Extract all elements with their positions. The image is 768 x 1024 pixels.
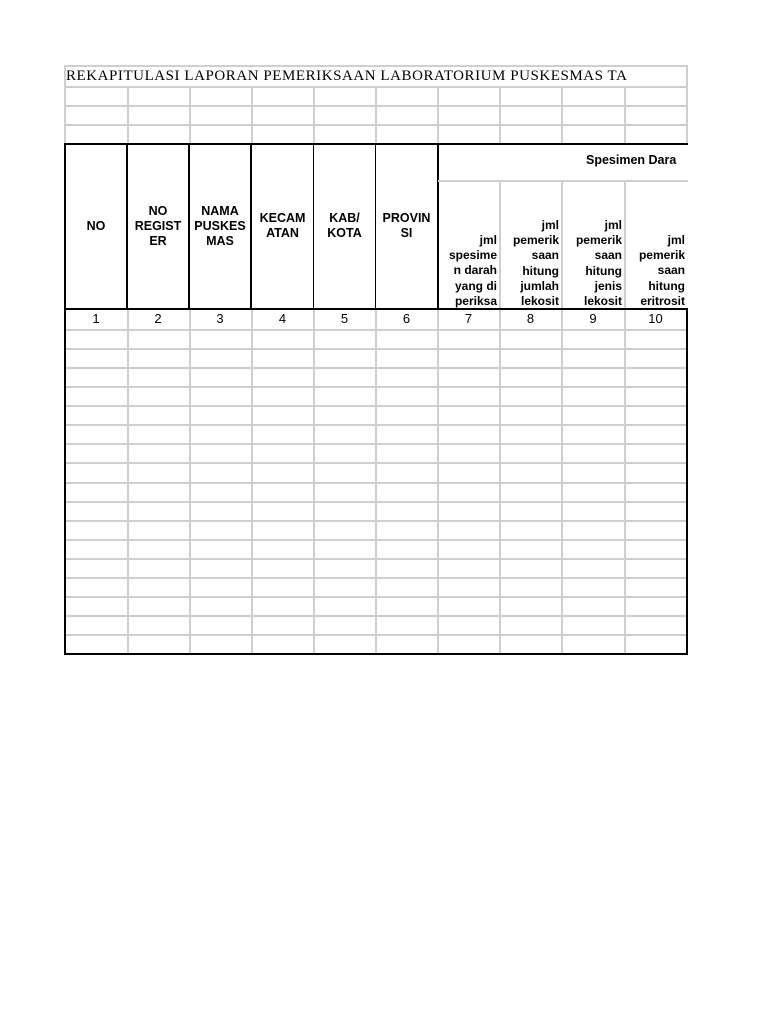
col-num: 10 <box>648 311 663 326</box>
header-kab-kota: KAB/ KOTA <box>327 211 362 240</box>
col-num: 6 <box>402 311 411 326</box>
col-num: 5 <box>340 311 349 326</box>
col-num: 2 <box>154 311 162 326</box>
col-num: 3 <box>216 311 224 326</box>
gridline <box>499 310 501 653</box>
col-num: 9 <box>589 311 597 326</box>
gridline <box>189 310 191 653</box>
subheader-8: jml pemerik saan hitung jumlah lekosit <box>512 218 559 309</box>
header-no: NO <box>86 219 106 233</box>
header-no-register: NO REGIST ER <box>134 204 182 248</box>
subheader-10: jml pemerik saan hitung eritrosit <box>638 233 685 308</box>
col-num: 7 <box>464 311 473 326</box>
gridline <box>251 310 253 653</box>
gridline <box>127 86 129 144</box>
gridline <box>251 86 253 144</box>
border <box>64 653 688 655</box>
border <box>686 310 688 655</box>
gridline <box>624 310 626 653</box>
report-title: REKAPITULASI LAPORAN PEMERIKSAAN LABORATORIUM PUSKESMAS TA <box>66 68 628 84</box>
col-num: 4 <box>278 311 287 326</box>
gridline <box>437 86 439 144</box>
gridline <box>624 86 626 144</box>
col-num: 1 <box>92 311 100 326</box>
border <box>64 143 688 145</box>
gridline <box>375 310 377 653</box>
gridline <box>499 181 501 310</box>
gridline <box>189 86 191 144</box>
gridline <box>561 310 563 653</box>
subheader-7: jml spesime n darah yang di periksa <box>448 233 497 308</box>
gridline <box>437 310 439 653</box>
gridline <box>313 86 315 144</box>
header-nama-puskesmas: NAMA PUSKES MAS <box>194 204 246 248</box>
gridline <box>64 65 66 145</box>
subheader-9: jml pemerik saan hitung jenis lekosit <box>575 218 622 309</box>
gridline <box>375 86 377 144</box>
gridline <box>561 181 563 310</box>
gridline <box>499 86 501 144</box>
group-header-spesimen: Spesimen Dara <box>586 153 677 167</box>
gridline <box>561 86 563 144</box>
header-provinsi: PROVIN SI <box>382 211 431 240</box>
col-num: 8 <box>526 311 535 326</box>
gridline <box>64 65 688 67</box>
border <box>437 143 439 310</box>
gridline <box>438 180 688 182</box>
gridline <box>686 65 688 145</box>
gridline <box>313 310 315 653</box>
gridline <box>127 310 129 653</box>
header-kecamatan: KECAM ATAN <box>259 211 306 240</box>
